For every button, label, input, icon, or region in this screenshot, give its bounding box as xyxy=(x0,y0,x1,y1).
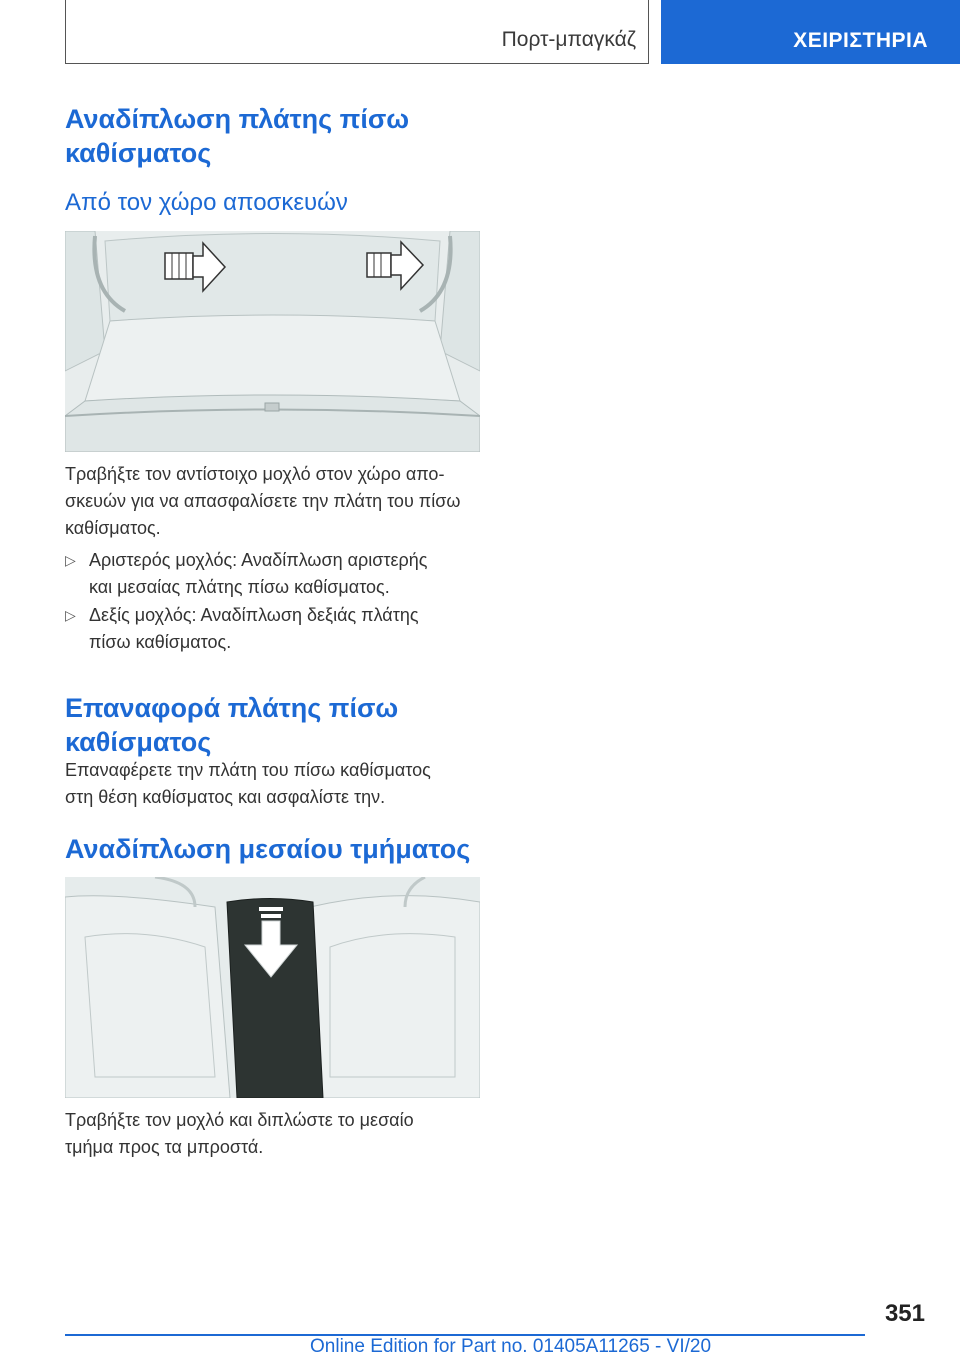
seat-illustration xyxy=(65,877,480,1098)
bullet1-line2: και μεσαίας πλάτης πίσω καθίσματος. xyxy=(89,577,390,597)
section2-para-line2: στη θέση καθίσματος και ασφαλίστε την. xyxy=(65,787,386,807)
header-section-title: Πορτ-μπαγκάζ xyxy=(501,28,636,51)
section3-para-line2: τμήμα προς τα μπροστά. xyxy=(65,1137,264,1157)
bullet1-line1: Αριστερός μοχλός: Αναδίπλωση αριστερής xyxy=(89,550,428,570)
bullet-arrow-icon: ▷ xyxy=(65,607,76,623)
section1-title-line2: καθίσματος xyxy=(65,138,212,168)
section1-subtitle: Από τον χώρο αποσκευών xyxy=(65,189,348,216)
section1-para-line2: σκευών για να απασφαλίσετε την πλάτη του πίσω xyxy=(65,491,461,511)
section1-title-line1: Αναδίπλωση πλάτης πίσω xyxy=(65,104,410,134)
section2-paragraph xyxy=(65,757,485,811)
section1-para-line3: καθίσματος. xyxy=(65,518,161,538)
header-chapter-title: ΧΕΙΡΙΣΤΗΡΙΑ xyxy=(793,29,928,52)
section3-para-line1: Τραβήξτε τον μοχλό και διπλώστε το μεσαίο xyxy=(65,1110,414,1130)
section1-para-line1: Τραβήξτε τον αντίστοιχο μοχλό στον χώρο απο- xyxy=(65,464,445,484)
bullet2-line2: πίσω καθίσματος. xyxy=(89,632,232,652)
header-section-box xyxy=(65,0,649,64)
seat-figure xyxy=(65,877,480,1098)
trunk-illustration xyxy=(65,231,480,452)
page-number: 351 xyxy=(884,1300,925,1327)
section1-title xyxy=(65,102,409,170)
section2-para-line1: Επαναφέρετε την πλάτη του πίσω καθίσματος xyxy=(65,760,431,780)
bullet-arrow-icon: ▷ xyxy=(65,552,76,568)
section3-paragraph xyxy=(65,1107,485,1161)
footer-edition: Online Edition for Part no. 01405A11265 - VI/20 xyxy=(310,1336,712,1357)
section2-title-line2: καθίσματος xyxy=(65,727,212,757)
bullet-left-lever xyxy=(65,547,485,603)
section1-paragraph xyxy=(65,461,485,542)
section2-title-line1: Επαναφορά πλάτης πίσω xyxy=(65,693,399,723)
bullet2-line1: Δεξίς μοχλός: Αναδίπλωση δεξιάς πλάτης xyxy=(89,605,419,625)
section3-title: Αναδίπλωση μεσαίου τμήματος xyxy=(65,834,471,864)
section2-title xyxy=(65,691,398,759)
trunk-figure xyxy=(65,231,480,452)
header-chapter-tab[interactable] xyxy=(661,0,960,64)
bullet-right-lever xyxy=(65,602,485,658)
